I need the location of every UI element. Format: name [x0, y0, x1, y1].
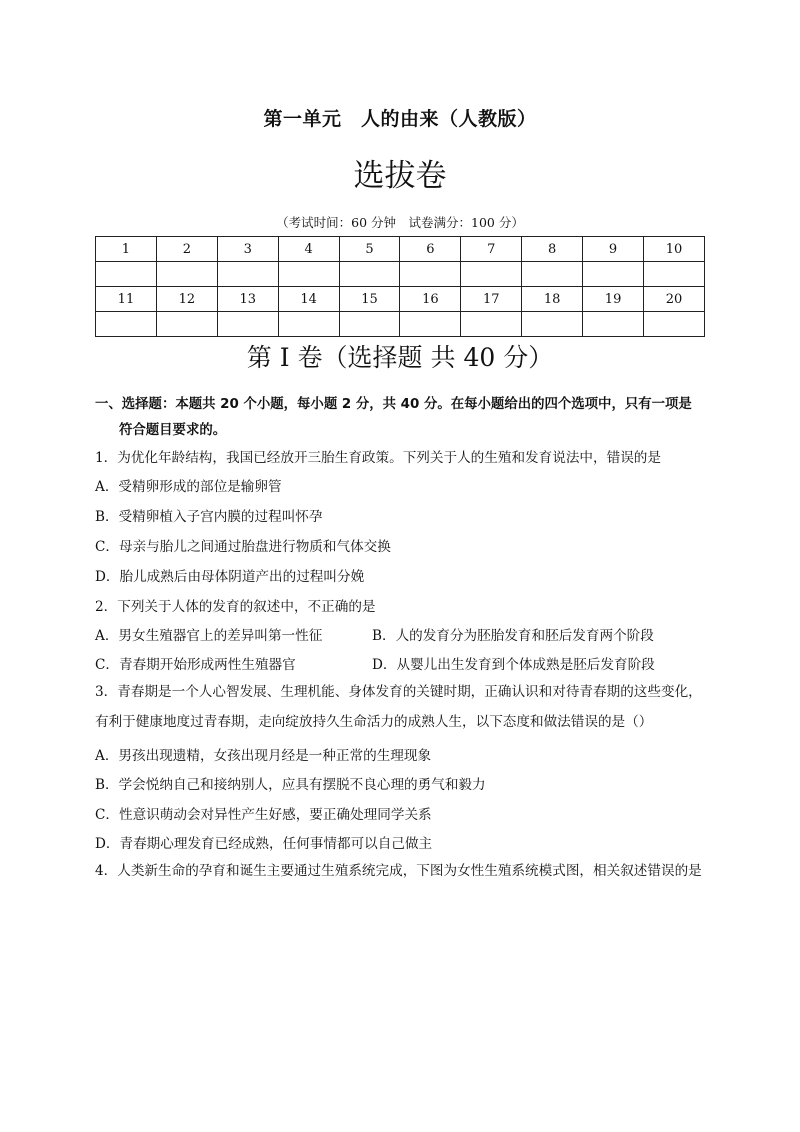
grid-number: 20: [644, 287, 705, 312]
answer-cell[interactable]: [644, 262, 705, 287]
grid-number: 12: [156, 287, 217, 312]
grid-number: 19: [583, 287, 644, 312]
grid-number: 6: [400, 237, 461, 262]
grid-number: 4: [278, 237, 339, 262]
question-1-option-b[interactable]: B．受精卵植入子宫内膜的过程叫怀孕: [95, 509, 323, 525]
section-instructions: [95, 392, 715, 444]
answer-cell[interactable]: [96, 312, 157, 337]
answer-grid-blank-row-1: [96, 262, 705, 287]
answer-cell[interactable]: [339, 312, 400, 337]
grid-number: 16: [400, 287, 461, 312]
answer-grid-header-row-2: [96, 287, 705, 312]
question-2-option-c[interactable]: C．青春期开始形成两性生殖器官: [95, 657, 296, 673]
instruction-line: 一、选择题：本题共 20 个小题，每小题 2 分，共 40 分。在每小题给出的四个选项中，只有一项是: [95, 397, 692, 412]
answer-cell[interactable]: [461, 262, 522, 287]
question-3-option-c[interactable]: C．性意识萌动会对异性产生好感，要正确处理同学关系: [95, 807, 432, 823]
document-title: 第一单元 人的由来（人教版）: [263, 108, 537, 130]
answer-cell[interactable]: [156, 312, 217, 337]
answer-cell[interactable]: [583, 312, 644, 337]
answer-cell[interactable]: [339, 262, 400, 287]
instruction-line: 符合题目要求的。: [119, 423, 227, 438]
answer-cell[interactable]: [217, 312, 278, 337]
answer-cell[interactable]: [96, 262, 157, 287]
question-2-option-d[interactable]: D．从婴儿出生发育到个体成熟是胚后发育阶段: [372, 657, 655, 673]
grid-number: 17: [461, 287, 522, 312]
answer-grid-blank-row-2: [96, 312, 705, 337]
question-1-option-c[interactable]: C．母亲与胎儿之间通过胎盘进行物质和气体交换: [95, 539, 391, 555]
grid-number: 18: [522, 287, 583, 312]
question-3-option-b[interactable]: B．学会悦纳自己和接纳别人，应具有摆脱不良心理的勇气和毅力: [95, 777, 486, 793]
question-2-option-b[interactable]: B．人的发育分为胚胎发育和胚后发育两个阶段: [372, 628, 654, 644]
grid-number: 2: [156, 237, 217, 262]
answer-grid-header-row-1: [96, 237, 705, 262]
answer-cell[interactable]: [583, 262, 644, 287]
question-3-option-a[interactable]: A．男孩出现遗精，女孩出现月经是一种正常的生理现象: [95, 748, 432, 764]
answer-cell[interactable]: [278, 312, 339, 337]
grid-number: 11: [96, 287, 157, 312]
grid-number: 7: [461, 237, 522, 262]
answer-cell[interactable]: [644, 312, 705, 337]
grid-number: 15: [339, 287, 400, 312]
answer-grid: [95, 236, 705, 337]
exam-info: （考试时间：60 分钟 试卷满分：100 分）: [276, 215, 524, 230]
document-subtitle: 选拔卷: [353, 158, 447, 194]
grid-number: 14: [278, 287, 339, 312]
answer-cell[interactable]: [461, 312, 522, 337]
question-1-stem: 1．为优化年龄结构，我国已经放开三胎生育政策。下列关于人的生殖和发育说法中，错误的是: [95, 450, 661, 466]
grid-number: 3: [217, 237, 278, 262]
answer-cell[interactable]: [217, 262, 278, 287]
question-1-option-d[interactable]: D．胎儿成熟后由母体阴道产出的过程叫分娩: [95, 569, 365, 585]
question-1-option-a[interactable]: A．受精卵形成的部位是输卵管: [95, 479, 282, 495]
grid-number: 10: [644, 237, 705, 262]
grid-number: 5: [339, 237, 400, 262]
grid-number: 13: [217, 287, 278, 312]
question-3-stem: 3．青春期是一个人心智发展、生理机能、身体发育的关键时期，正确认识和对待青春期的这些变化，有利于健康地度过青春期，走向绽放持久生命活力的成熟人生，以下态度和做法错误的是（）: [95, 684, 702, 730]
question-3-option-d[interactable]: D．青春期心理发育已经成熟，任何事情都可以自己做主: [95, 836, 433, 852]
answer-cell[interactable]: [400, 262, 461, 287]
answer-cell[interactable]: [156, 262, 217, 287]
question-2-option-a[interactable]: A．男女生殖器官上的差异叫第一性征: [95, 628, 323, 644]
answer-cell[interactable]: [522, 312, 583, 337]
answer-cell[interactable]: [522, 262, 583, 287]
answer-cell[interactable]: [278, 262, 339, 287]
grid-number: 1: [96, 237, 157, 262]
question-2-stem: 2．下列关于人体的发育的叙述中，不正确的是: [95, 599, 376, 615]
grid-number: 8: [522, 237, 583, 262]
answer-cell[interactable]: [400, 312, 461, 337]
question-4-stem: 4．人类新生命的孕育和诞生主要通过生殖系统完成，下图为女性生殖系统模式图，相关叙述错误的是: [95, 863, 702, 879]
section-title: 第 I 卷（选择题 共 40 分）: [246, 343, 554, 372]
grid-number: 9: [583, 237, 644, 262]
